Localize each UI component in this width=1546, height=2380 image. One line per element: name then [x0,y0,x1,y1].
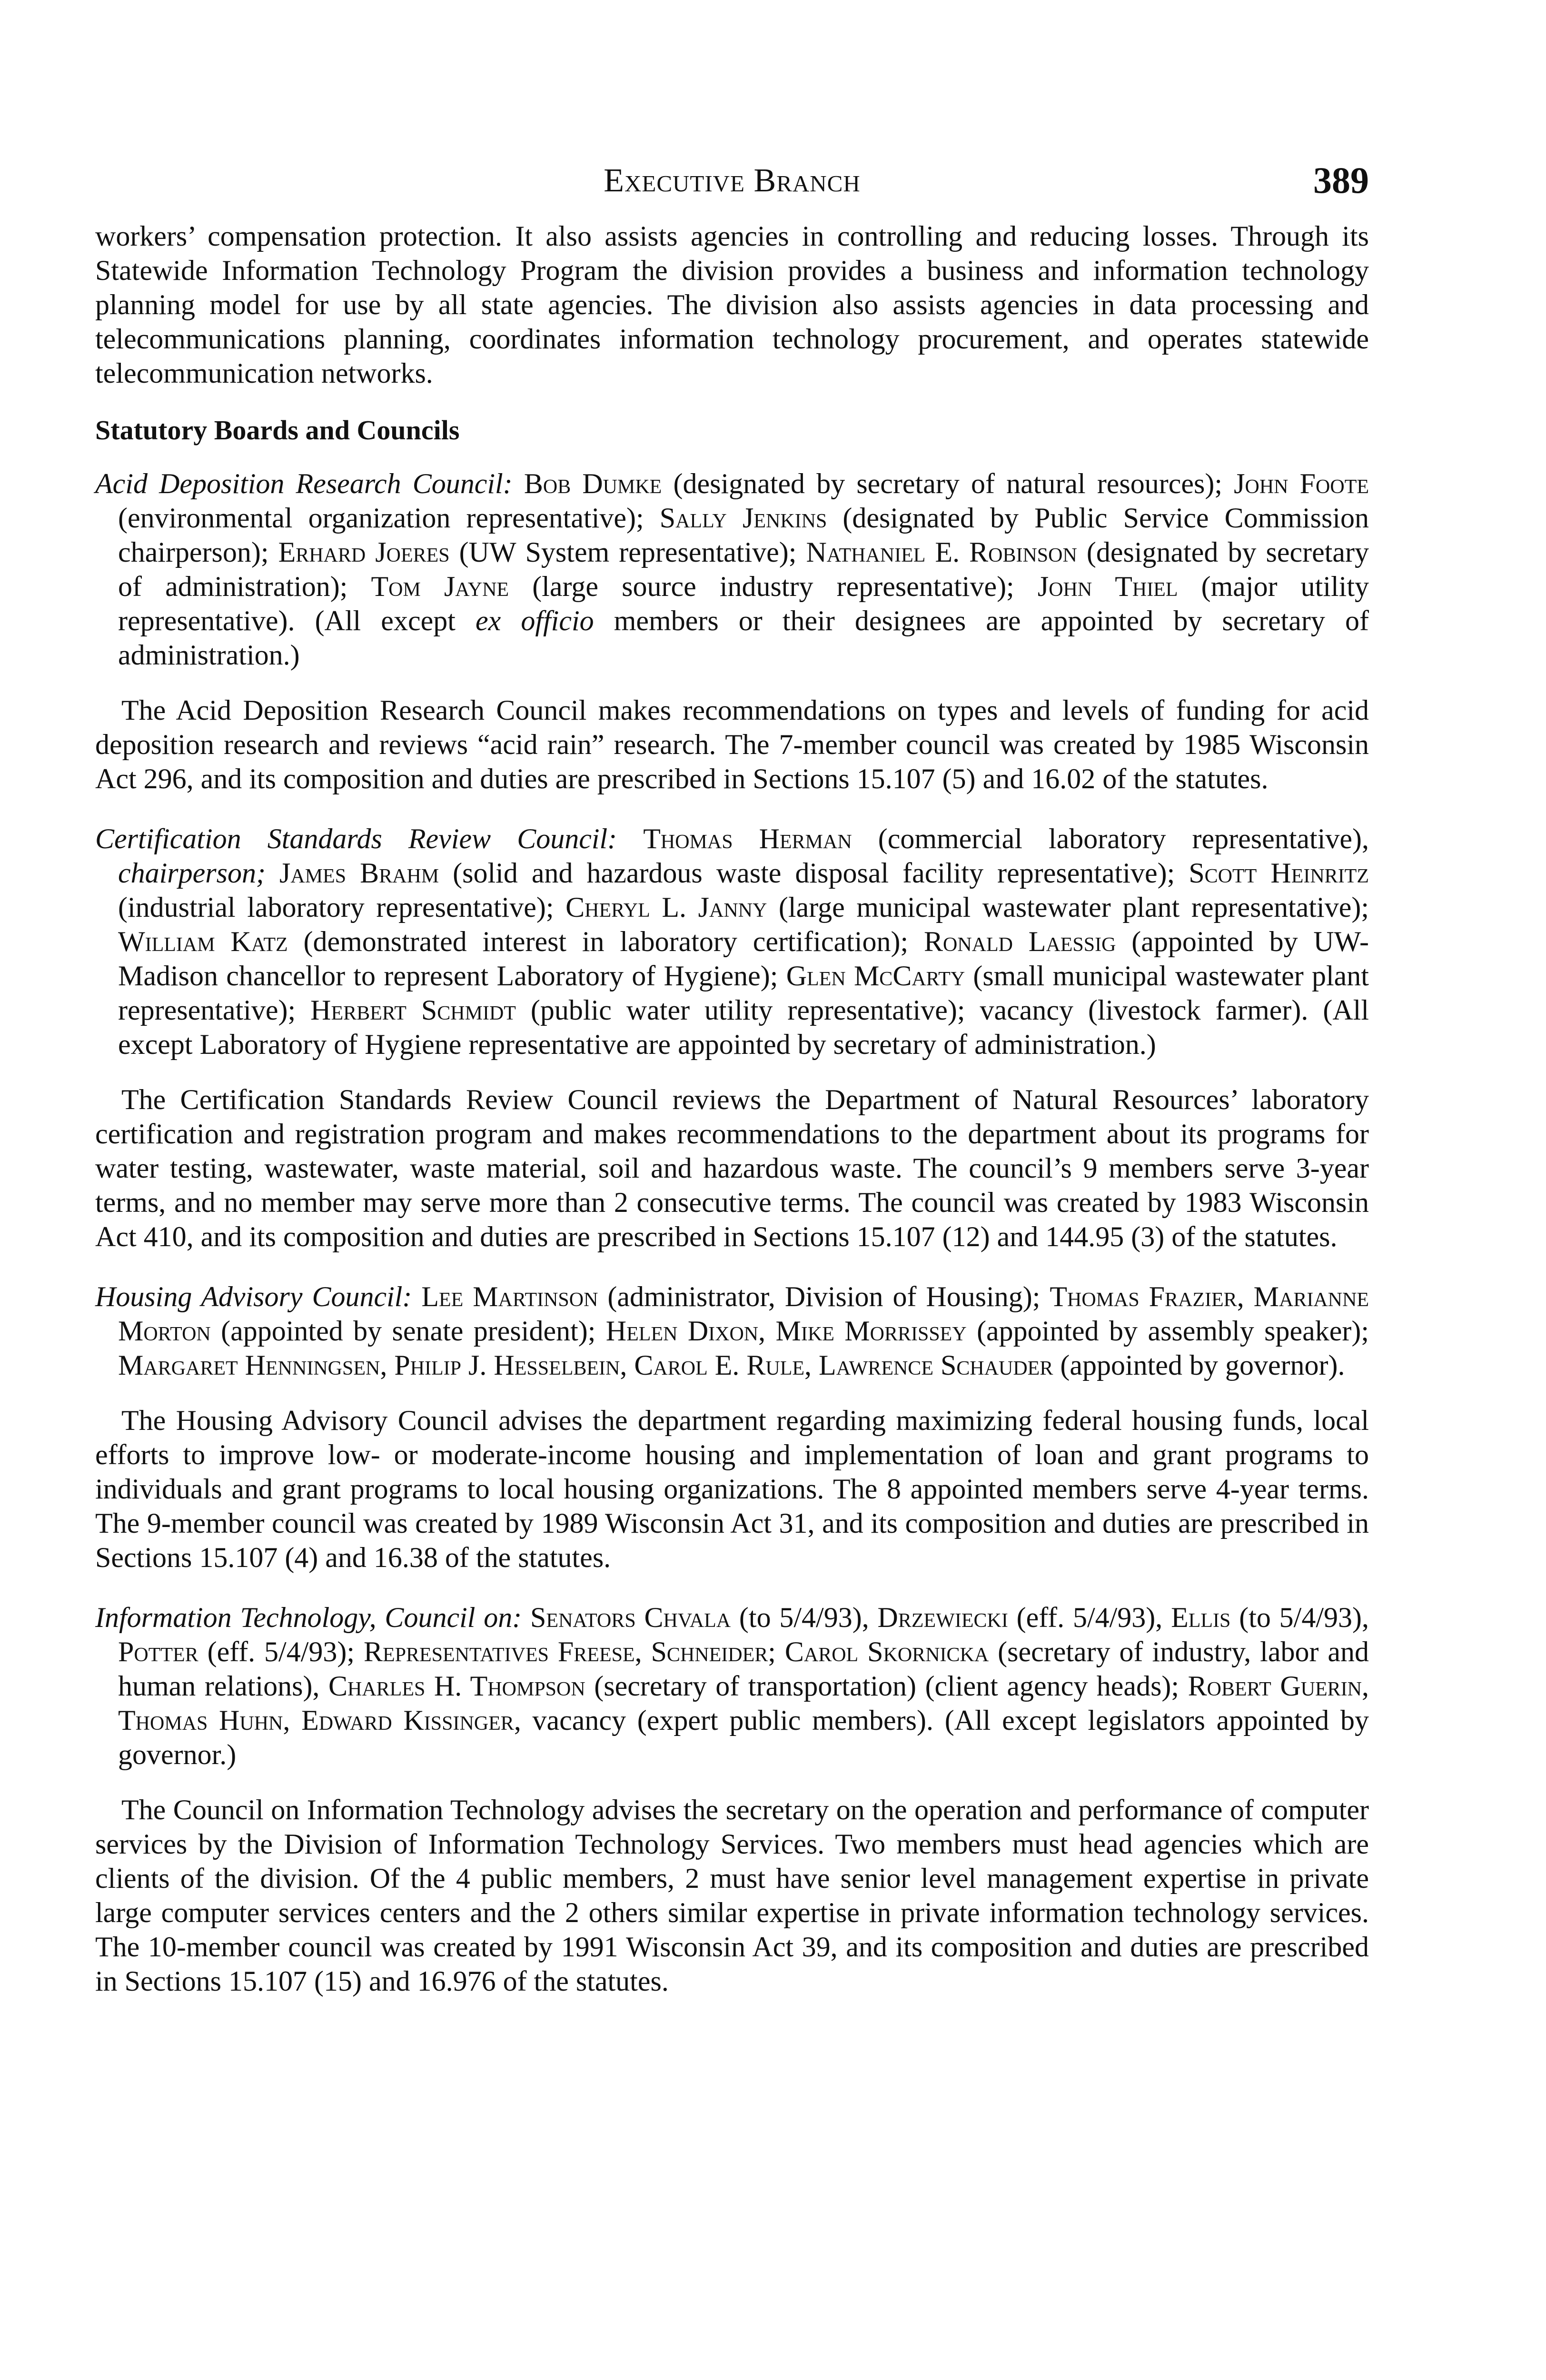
member-name: Potter [118,1636,198,1667]
page-number: 389 [1313,159,1369,201]
member-desc: (to 5/4/93), [1230,1602,1369,1633]
member-name: Margaret Henningsen [118,1349,380,1381]
infotech-council-membership [95,1600,1369,1772]
member-name: Philip J. Hesselbein [394,1349,620,1381]
member-desc: (public water utility representative); vacancy (livestock farmer). [515,994,1323,1026]
member-desc: (administrator, Division of Housing); [598,1281,1050,1312]
member-desc: (small municipal wastewater plant representative); [118,960,1369,1026]
member-desc: (to 5/4/93), [731,1602,878,1633]
running-title: Executive Branch [604,162,861,199]
member-desc: (secretary of transportation) (client agency heads); [585,1670,1188,1702]
member-name: Tom Jayne [371,571,509,602]
member-name: Thomas Huhn [118,1705,283,1736]
member-name: Mike Morrissey [775,1315,967,1347]
member-desc: , [380,1349,395,1381]
member-name: Edward Kissinger [301,1705,514,1736]
member-name: Glen McCarty [786,960,965,992]
member-name: Sally Jenkins [659,502,827,534]
member-name: Thomas Herman [643,823,852,854]
member-desc: (large municipal wastewater plant representative); [767,892,1369,923]
cert-council-membership [95,822,1369,1061]
member-name: Ronald Laessig [923,926,1116,957]
member-name: Cheryl L. Janny [565,892,767,923]
member-desc: (appointed by assembly speaker); [966,1315,1369,1347]
member-name: Schneider [651,1636,768,1667]
housing-council-membership [95,1279,1369,1382]
member-name: Drzewiecki [877,1602,1008,1633]
running-header [95,159,1369,219]
member-desc: (UW System representative); [449,536,806,568]
member-desc: , [1237,1281,1254,1312]
member-name: Charles H. Thompson [328,1670,585,1702]
member-desc: , vacancy (expert public members). [514,1705,945,1736]
member-desc: (environmental organization representative); [118,502,660,534]
member-name: Erhard Joeres [278,536,450,568]
member-desc: (industrial laboratory representative); [118,892,566,923]
member-name: Bob Dumke [524,468,662,499]
appointment-note-end: members or their designees are appointed by secretary of administration.) [118,605,1369,671]
member-name: James Brahm [279,857,439,889]
member-desc: , [634,1636,651,1667]
member-name: William Katz [118,926,288,957]
member-desc: (designated by Public Service Commission chairperson); [118,502,1369,568]
acid-council-membership [95,466,1369,672]
member-desc: , [804,1349,819,1381]
member-name: Lee Martinson [421,1281,598,1312]
member-desc: (designated by secretary of administration); [118,536,1369,602]
housing-council-description: The Housing Advisory Council advises the department regarding maximizing federal housing funds, local efforts to improve low- or moderate-income housing and implementation of loan and grant programs to individuals and grant programs to local housing organizations. The 8 appointed members serve 4-year terms. The 9-member council was created by 1989 Wisconsin Act 31, and its composition and duties are prescribed in Sections 15.107 (4) and 16.38 of the statutes. [95,1405,1369,1573]
infotech-council-description: The Council on Information Technology advises the secretary on the operation and performance of computer services by the Division of Information Technology Services. Two members must head agencies which are clients of the division. Of the 4 public members, 2 must have senior level management expertise in private large computer services centers and the 2 others similar expertise in private information technology services. The 10-member council was created by 1991 Wisconsin Act 39, and its composition and duties are prescribed in Sections 15.107 (15) and 16.976 of the statutes. [95,1794,1369,1997]
member-desc: (secretary of industry, labor and human relations), [118,1636,1369,1702]
page [95,159,1369,1998]
member-name: Ellis [1171,1602,1231,1633]
member-name: Thomas Frazier [1050,1281,1237,1312]
section-heading: Statutory Boards and Councils [95,415,460,446]
member-desc: (appointed by governor). [1053,1349,1345,1381]
member-name: Scott Heinritz [1189,857,1369,889]
cert-council-title: Certification Standards Review Council: [95,823,617,854]
member-desc: (large source industry representative); [509,571,1038,602]
member-name: Representatives Freese [363,1636,635,1667]
member-desc: , [283,1705,302,1736]
member-desc: ; [768,1636,785,1667]
member-desc: (appointed by senate president); [210,1315,606,1347]
member-name: Carol Skornicka [784,1636,989,1667]
member-desc: (demonstrated interest in laboratory certification); [287,926,924,957]
member-desc: , [620,1349,634,1381]
chairperson-label: chairperson; [118,857,266,889]
housing-council-title: Housing Advisory Council: [95,1281,412,1312]
member-desc: (major utility representative). [118,571,1369,636]
member-desc: (eff. 5/4/93), [1008,1602,1171,1633]
member-desc: (appointed by UW-Madison chancellor to represent Laboratory of Hygiene); [118,926,1369,992]
infotech-council-title: Information Technology, Council on: [95,1602,522,1633]
appointment-note: (All except legislators appointed by governor.) [118,1705,1369,1770]
member-name: Robert Guerin [1188,1670,1362,1702]
member-name: John Thiel [1037,571,1178,602]
member-desc: (solid and hazardous waste disposal facility representative); [439,857,1189,889]
cert-council-description: The Certification Standards Review Council reviews the Department of Natural Resources’ laboratory certification and registration program and makes recommendations to the department about its programs for water testing, wastewater, waste material, soil and hazardous waste. The council’s 9 members serve 3-year terms, and no member may serve more than 2 consecutive terms. The council was created by 1983 Wisconsin Act 410, and its composition and duties are prescribed in Sections 15.107 (12) and 144.95 (3) of the statutes. [95,1084,1369,1252]
intro-paragraph: workers’ compensation protection. It also assists agencies in controlling and reducing losses. Through its Statewide Information Technology Program the division provides a business and information technology planning model for use by all state agencies. The division also assists agencies in data processing and telecommunications planning, coordinates information technology procurement, and operates statewide telecommunication networks. [95,220,1369,389]
member-name: Marianne Morton [118,1281,1369,1347]
member-name: Helen Dixon [605,1315,759,1347]
member-desc: (designated by secretary of natural resources); [662,468,1234,499]
member-desc: , [1361,1670,1369,1702]
appointment-note-italic: ex officio [475,605,594,636]
member-desc: (eff. 5/4/93); [198,1636,364,1667]
member-name: Herbert Schmidt [310,994,516,1026]
member-name: Nathaniel E. Robinson [806,536,1077,568]
member-name: Lawrence Schauder [819,1349,1053,1381]
member-name: Senators Chvala [530,1602,731,1633]
acid-council-title: Acid Deposition Research Council: [95,468,513,499]
member-desc: , [758,1315,776,1347]
member-name: Carol E. Rule [634,1349,805,1381]
member-name: John Foote [1234,468,1369,499]
acid-council-description: The Acid Deposition Research Council makes recommendations on types and levels of funding for acid deposition research and reviews “acid rain” research. The 7-member council was created by 1985 Wisconsin Act 296, and its composition and duties are prescribed in Sections 15.107 (5) and 16.02 of the statutes. [95,694,1369,794]
member-desc: (commercial laboratory representative), [852,823,1369,854]
appointment-note: (All except Laboratory of Hygiene representative are appointed by secretary of administration.) [118,994,1369,1060]
appointment-note: (All except [315,605,476,636]
